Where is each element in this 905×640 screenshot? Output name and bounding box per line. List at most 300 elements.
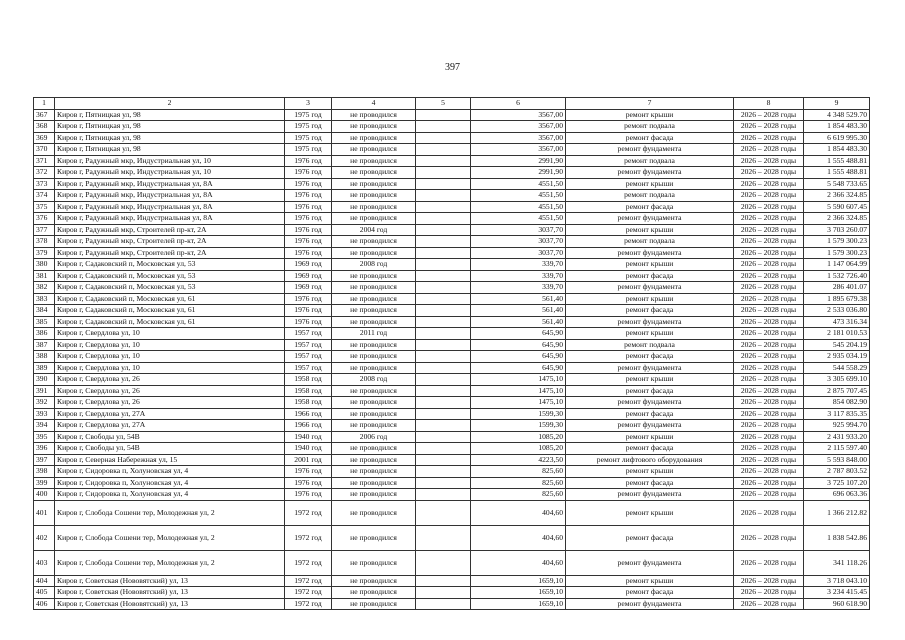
last-repair-year-cell: не проводился [332, 270, 416, 282]
work-type-cell: ремонт подвала [566, 121, 734, 133]
table-row [34, 155, 870, 167]
period-cell: 2026 – 2028 годы [734, 477, 804, 489]
cost-cell: 696 063.36 [804, 489, 870, 501]
address-cell: Киров г, Садаковский п, Московская ул, 61 [55, 293, 285, 305]
work-type-cell: ремонт крыши [566, 575, 734, 587]
work-type-cell: ремонт фасада [566, 525, 734, 550]
row-number-cell: 402 [34, 525, 55, 550]
address-cell: Киров г, Садаковский п, Московская ул, 53 [55, 282, 285, 294]
period-cell: 2026 – 2028 годы [734, 443, 804, 455]
period-cell: 2026 – 2028 годы [734, 316, 804, 328]
address-cell: Киров г, Свободы ул, 54В [55, 443, 285, 455]
work-type-cell: ремонт фундамента [566, 247, 734, 259]
row-number-cell: 389 [34, 362, 55, 374]
col5-cell [416, 550, 471, 575]
table-row [34, 328, 870, 340]
area-cell: 645,90 [471, 351, 566, 363]
table-row [34, 598, 870, 610]
work-type-cell: ремонт подвала [566, 190, 734, 202]
address-cell: Киров г, Свердлова ул, 10 [55, 339, 285, 351]
row-number-cell: 382 [34, 282, 55, 294]
header-cell-3: 3 [285, 98, 332, 110]
area-cell: 1475,10 [471, 397, 566, 409]
work-type-cell: ремонт фундамента [566, 362, 734, 374]
col5-cell [416, 293, 471, 305]
row-number-cell: 393 [34, 408, 55, 420]
work-type-cell: ремонт фасада [566, 270, 734, 282]
build-year-cell: 1976 год [285, 155, 332, 167]
work-type-cell: ремонт крыши [566, 431, 734, 443]
row-number-cell: 392 [34, 397, 55, 409]
work-type-cell: ремонт крыши [566, 293, 734, 305]
area-cell: 645,90 [471, 362, 566, 374]
last-repair-year-cell: 2011 год [332, 328, 416, 340]
last-repair-year-cell: не проводился [332, 362, 416, 374]
cost-cell: 960 618.90 [804, 598, 870, 610]
build-year-cell: 1976 год [285, 293, 332, 305]
area-cell: 825,60 [471, 466, 566, 478]
table-row [34, 431, 870, 443]
address-cell: Киров г, Свердлова ул, 27А [55, 408, 285, 420]
row-number-cell: 377 [34, 224, 55, 236]
cost-cell: 2 181 010.53 [804, 328, 870, 340]
col5-cell [416, 397, 471, 409]
col5-cell [416, 408, 471, 420]
work-type-cell: ремонт фундамента [566, 550, 734, 575]
table-row [34, 500, 870, 525]
table-row [34, 477, 870, 489]
period-cell: 2026 – 2028 годы [734, 178, 804, 190]
period-cell: 2026 – 2028 годы [734, 339, 804, 351]
address-cell: Киров г, Радужный мкр, Индустриальная ул, 8А [55, 178, 285, 190]
col5-cell [416, 587, 471, 599]
col5-cell [416, 362, 471, 374]
header-cell-6: 6 [471, 98, 566, 110]
row-number-cell: 384 [34, 305, 55, 317]
row-number-cell: 372 [34, 167, 55, 179]
work-type-cell: ремонт крыши [566, 466, 734, 478]
build-year-cell: 1975 год [285, 144, 332, 156]
cost-cell: 2 366 324.85 [804, 190, 870, 202]
work-type-cell: ремонт фундамента [566, 598, 734, 610]
period-cell: 2026 – 2028 годы [734, 224, 804, 236]
area-cell: 4223,50 [471, 454, 566, 466]
row-number-cell: 381 [34, 270, 55, 282]
work-type-cell: ремонт фундамента [566, 282, 734, 294]
period-cell: 2026 – 2028 годы [734, 270, 804, 282]
last-repair-year-cell: не проводился [332, 408, 416, 420]
col5-cell [416, 500, 471, 525]
col5-cell [416, 385, 471, 397]
row-number-cell: 390 [34, 374, 55, 386]
period-cell: 2026 – 2028 годы [734, 293, 804, 305]
period-cell: 2026 – 2028 годы [734, 466, 804, 478]
build-year-cell: 1957 год [285, 328, 332, 340]
area-cell: 4551,50 [471, 190, 566, 202]
area-cell: 825,60 [471, 477, 566, 489]
table-row [34, 247, 870, 259]
table-row [34, 305, 870, 317]
work-type-cell: ремонт фундамента [566, 397, 734, 409]
col5-cell [416, 316, 471, 328]
table-row [34, 385, 870, 397]
row-number-cell: 369 [34, 132, 55, 144]
col5-cell [416, 121, 471, 133]
work-type-cell: ремонт подвала [566, 236, 734, 248]
table-row [34, 224, 870, 236]
col5-cell [416, 259, 471, 271]
period-cell: 2026 – 2028 годы [734, 132, 804, 144]
col5-cell [416, 282, 471, 294]
row-number-cell: 380 [34, 259, 55, 271]
table-row [34, 190, 870, 202]
cost-cell: 1 366 212.82 [804, 500, 870, 525]
table-row [34, 525, 870, 550]
table-row [34, 132, 870, 144]
table-row [34, 293, 870, 305]
work-type-cell: ремонт фундамента [566, 167, 734, 179]
cost-cell: 2 115 597.40 [804, 443, 870, 455]
address-cell: Киров г, Слобода Сошени тер, Молодежная ул, 2 [55, 500, 285, 525]
build-year-cell: 1976 год [285, 224, 332, 236]
area-cell: 1475,10 [471, 374, 566, 386]
table-row [34, 282, 870, 294]
last-repair-year-cell: не проводился [332, 316, 416, 328]
row-number-cell: 376 [34, 213, 55, 225]
cost-cell: 3 305 699.10 [804, 374, 870, 386]
cost-cell: 854 082.90 [804, 397, 870, 409]
cost-cell: 2 787 803.52 [804, 466, 870, 478]
col5-cell [416, 489, 471, 501]
cost-cell: 473 316.34 [804, 316, 870, 328]
period-cell: 2026 – 2028 годы [734, 259, 804, 271]
table-row [34, 121, 870, 133]
address-cell: Киров г, Радужный мкр, Индустриальная ул, 10 [55, 167, 285, 179]
last-repair-year-cell: не проводился [332, 190, 416, 202]
last-repair-year-cell: не проводился [332, 385, 416, 397]
build-year-cell: 1976 год [285, 201, 332, 213]
cost-cell: 3 234 415.45 [804, 587, 870, 599]
address-cell: Киров г, Радужный мкр, Индустриальная ул, 8А [55, 190, 285, 202]
last-repair-year-cell: не проводился [332, 132, 416, 144]
address-cell: Киров г, Свободы ул, 54В [55, 431, 285, 443]
period-cell: 2026 – 2028 годы [734, 328, 804, 340]
cost-cell: 1 854 483.30 [804, 144, 870, 156]
last-repair-year-cell: 2004 год [332, 224, 416, 236]
address-cell: Киров г, Советская (Нововятский) ул, 13 [55, 598, 285, 610]
address-cell: Киров г, Северная Набережная ул, 15 [55, 454, 285, 466]
work-type-cell: ремонт фасада [566, 587, 734, 599]
area-cell: 404,60 [471, 500, 566, 525]
work-type-cell: ремонт фасада [566, 201, 734, 213]
row-number-cell: 400 [34, 489, 55, 501]
build-year-cell: 1976 год [285, 178, 332, 190]
last-repair-year-cell: не проводился [332, 178, 416, 190]
row-number-cell: 379 [34, 247, 55, 259]
build-year-cell: 1976 год [285, 190, 332, 202]
period-cell: 2026 – 2028 годы [734, 305, 804, 317]
table-row [34, 236, 870, 248]
build-year-cell: 1975 год [285, 121, 332, 133]
row-number-cell: 368 [34, 121, 55, 133]
col5-cell [416, 443, 471, 455]
row-number-cell: 373 [34, 178, 55, 190]
period-cell: 2026 – 2028 годы [734, 408, 804, 420]
period-cell: 2026 – 2028 годы [734, 247, 804, 259]
build-year-cell: 1957 год [285, 339, 332, 351]
address-cell: Киров г, Пятницкая ул, 98 [55, 132, 285, 144]
col5-cell [416, 454, 471, 466]
col5-cell [416, 305, 471, 317]
row-number-cell: 401 [34, 500, 55, 525]
build-year-cell: 1969 год [285, 282, 332, 294]
header-cell-5: 5 [416, 98, 471, 110]
work-type-cell: ремонт крыши [566, 500, 734, 525]
table-row [34, 397, 870, 409]
area-cell: 645,90 [471, 328, 566, 340]
table-row [34, 201, 870, 213]
col5-cell [416, 167, 471, 179]
build-year-cell: 1976 год [285, 213, 332, 225]
last-repair-year-cell: не проводился [332, 167, 416, 179]
build-year-cell: 1976 год [285, 466, 332, 478]
table-row [34, 587, 870, 599]
build-year-cell: 1957 год [285, 362, 332, 374]
area-cell: 3037,70 [471, 236, 566, 248]
period-cell: 2026 – 2028 годы [734, 144, 804, 156]
last-repair-year-cell: не проводился [332, 500, 416, 525]
address-cell: Киров г, Свердлова ул, 26 [55, 385, 285, 397]
build-year-cell: 1957 год [285, 351, 332, 363]
period-cell: 2026 – 2028 годы [734, 575, 804, 587]
address-cell: Киров г, Сидоровка п, Холуновская ул, 4 [55, 477, 285, 489]
area-cell: 3567,00 [471, 109, 566, 121]
area-cell: 1659,10 [471, 587, 566, 599]
last-repair-year-cell: не проводился [332, 489, 416, 501]
address-cell: Киров г, Свердлова ул, 26 [55, 397, 285, 409]
cost-cell: 3 725 107.20 [804, 477, 870, 489]
cost-cell: 3 117 835.35 [804, 408, 870, 420]
cost-cell: 1 579 300.23 [804, 247, 870, 259]
cost-cell: 545 204.19 [804, 339, 870, 351]
col5-cell [416, 598, 471, 610]
address-cell: Киров г, Радужный мкр, Строителей пр-кт, 2А [55, 236, 285, 248]
last-repair-year-cell: 2006 год [332, 431, 416, 443]
row-number-cell: 394 [34, 420, 55, 432]
cost-cell: 1 579 300.23 [804, 236, 870, 248]
col5-cell [416, 328, 471, 340]
cost-cell: 1 838 542.86 [804, 525, 870, 550]
build-year-cell: 1976 год [285, 477, 332, 489]
col5-cell [416, 466, 471, 478]
row-number-cell: 371 [34, 155, 55, 167]
last-repair-year-cell: не проводился [332, 420, 416, 432]
work-type-cell: ремонт крыши [566, 328, 734, 340]
address-cell: Киров г, Радужный мкр, Индустриальная ул, 8А [55, 213, 285, 225]
work-type-cell: ремонт фундамента [566, 489, 734, 501]
period-cell: 2026 – 2028 годы [734, 385, 804, 397]
address-cell: Киров г, Слобода Сошени тер, Молодежная ул, 2 [55, 550, 285, 575]
row-number-cell: 399 [34, 477, 55, 489]
area-cell: 561,40 [471, 305, 566, 317]
table-row [34, 362, 870, 374]
address-cell: Киров г, Пятницкая ул, 98 [55, 121, 285, 133]
last-repair-year-cell: не проводился [332, 351, 416, 363]
period-cell: 2026 – 2028 годы [734, 213, 804, 225]
period-cell: 2026 – 2028 годы [734, 420, 804, 432]
area-cell: 561,40 [471, 293, 566, 305]
row-number-cell: 396 [34, 443, 55, 455]
cost-cell: 3 703 260.07 [804, 224, 870, 236]
cost-cell: 2 366 324.85 [804, 213, 870, 225]
address-cell: Киров г, Радужный мкр, Индустриальная ул, 10 [55, 155, 285, 167]
last-repair-year-cell: не проводился [332, 525, 416, 550]
build-year-cell: 1969 год [285, 270, 332, 282]
col5-cell [416, 339, 471, 351]
work-type-cell: ремонт фундамента [566, 316, 734, 328]
area-cell: 404,60 [471, 525, 566, 550]
area-cell: 561,40 [471, 316, 566, 328]
work-type-cell: ремонт крыши [566, 374, 734, 386]
cost-cell: 1 147 064.99 [804, 259, 870, 271]
address-cell: Киров г, Советская (Нововятский) ул, 13 [55, 575, 285, 587]
address-cell: Киров г, Свердлова ул, 10 [55, 351, 285, 363]
last-repair-year-cell: не проводился [332, 109, 416, 121]
address-cell: Киров г, Радужный мкр, Строителей пр-кт, 2А [55, 247, 285, 259]
build-year-cell: 1976 год [285, 247, 332, 259]
address-cell: Киров г, Свердлова ул, 27А [55, 420, 285, 432]
period-cell: 2026 – 2028 годы [734, 190, 804, 202]
build-year-cell: 1940 год [285, 443, 332, 455]
row-number-cell: 374 [34, 190, 55, 202]
area-cell: 1599,30 [471, 408, 566, 420]
build-year-cell: 1958 год [285, 397, 332, 409]
col5-cell [416, 213, 471, 225]
work-type-cell: ремонт фундамента [566, 213, 734, 225]
header-cell-7: 7 [566, 98, 734, 110]
last-repair-year-cell: 2008 год [332, 259, 416, 271]
period-cell: 2026 – 2028 годы [734, 454, 804, 466]
col5-cell [416, 525, 471, 550]
last-repair-year-cell: не проводился [332, 443, 416, 455]
last-repair-year-cell: не проводился [332, 397, 416, 409]
area-cell: 339,70 [471, 259, 566, 271]
row-number-cell: 405 [34, 587, 55, 599]
area-cell: 3037,70 [471, 224, 566, 236]
address-cell: Киров г, Свердлова ул, 10 [55, 362, 285, 374]
cost-cell: 2 935 034.19 [804, 351, 870, 363]
table-row [34, 167, 870, 179]
repair-schedule-table [33, 97, 870, 610]
table-row [34, 109, 870, 121]
cost-cell: 925 994.70 [804, 420, 870, 432]
last-repair-year-cell: не проводился [332, 477, 416, 489]
cost-cell: 1 895 679.38 [804, 293, 870, 305]
col5-cell [416, 155, 471, 167]
address-cell: Киров г, Радужный мкр, Строителей пр-кт, 2А [55, 224, 285, 236]
col5-cell [416, 351, 471, 363]
last-repair-year-cell: не проводился [332, 466, 416, 478]
row-number-cell: 386 [34, 328, 55, 340]
area-cell: 645,90 [471, 339, 566, 351]
last-repair-year-cell: не проводился [332, 550, 416, 575]
table-row [34, 408, 870, 420]
area-cell: 4551,50 [471, 201, 566, 213]
build-year-cell: 1976 год [285, 316, 332, 328]
work-type-cell: ремонт фасада [566, 305, 734, 317]
work-type-cell: ремонт крыши [566, 178, 734, 190]
area-cell: 404,60 [471, 550, 566, 575]
table-row [34, 316, 870, 328]
address-cell: Киров г, Радужный мкр, Индустриальная ул, 8А [55, 201, 285, 213]
area-cell: 339,70 [471, 282, 566, 294]
row-number-cell: 397 [34, 454, 55, 466]
area-cell: 1475,10 [471, 385, 566, 397]
row-number-cell: 370 [34, 144, 55, 156]
row-number-cell: 403 [34, 550, 55, 575]
period-cell: 2026 – 2028 годы [734, 587, 804, 599]
header-cell-2: 2 [55, 98, 285, 110]
build-year-cell: 2001 год [285, 454, 332, 466]
address-cell: Киров г, Садаковский п, Московская ул, 53 [55, 270, 285, 282]
col5-cell [416, 374, 471, 386]
row-number-cell: 385 [34, 316, 55, 328]
period-cell: 2026 – 2028 годы [734, 374, 804, 386]
col5-cell [416, 132, 471, 144]
build-year-cell: 1958 год [285, 385, 332, 397]
table-header-row [34, 98, 870, 110]
last-repair-year-cell: не проводился [332, 587, 416, 599]
work-type-cell: ремонт фасада [566, 408, 734, 420]
build-year-cell: 1972 год [285, 550, 332, 575]
last-repair-year-cell: не проводился [332, 247, 416, 259]
area-cell: 1599,30 [471, 420, 566, 432]
row-number-cell: 406 [34, 598, 55, 610]
last-repair-year-cell: не проводился [332, 575, 416, 587]
last-repair-year-cell: не проводился [332, 305, 416, 317]
period-cell: 2026 – 2028 годы [734, 525, 804, 550]
col5-cell [416, 236, 471, 248]
cost-cell: 3 718 043.10 [804, 575, 870, 587]
work-type-cell: ремонт подвала [566, 155, 734, 167]
last-repair-year-cell: не проводился [332, 598, 416, 610]
row-number-cell: 375 [34, 201, 55, 213]
col5-cell [416, 420, 471, 432]
table-row [34, 259, 870, 271]
table-row [34, 339, 870, 351]
table-row [34, 178, 870, 190]
cost-cell: 286 401.07 [804, 282, 870, 294]
work-type-cell: ремонт фасада [566, 385, 734, 397]
work-type-cell: ремонт лифтового оборудования [566, 454, 734, 466]
area-cell: 3567,00 [471, 144, 566, 156]
col5-cell [416, 575, 471, 587]
table-row [34, 466, 870, 478]
build-year-cell: 1975 год [285, 132, 332, 144]
period-cell: 2026 – 2028 годы [734, 431, 804, 443]
period-cell: 2026 – 2028 годы [734, 397, 804, 409]
work-type-cell: ремонт подвала [566, 339, 734, 351]
period-cell: 2026 – 2028 годы [734, 500, 804, 525]
address-cell: Киров г, Свердлова ул, 26 [55, 374, 285, 386]
area-cell: 4551,50 [471, 178, 566, 190]
col5-cell [416, 270, 471, 282]
row-number-cell: 395 [34, 431, 55, 443]
period-cell: 2026 – 2028 годы [734, 282, 804, 294]
work-type-cell: ремонт крыши [566, 259, 734, 271]
last-repair-year-cell: 2008 год [332, 374, 416, 386]
address-cell: Киров г, Слобода Сошени тер, Молодежная ул, 2 [55, 525, 285, 550]
